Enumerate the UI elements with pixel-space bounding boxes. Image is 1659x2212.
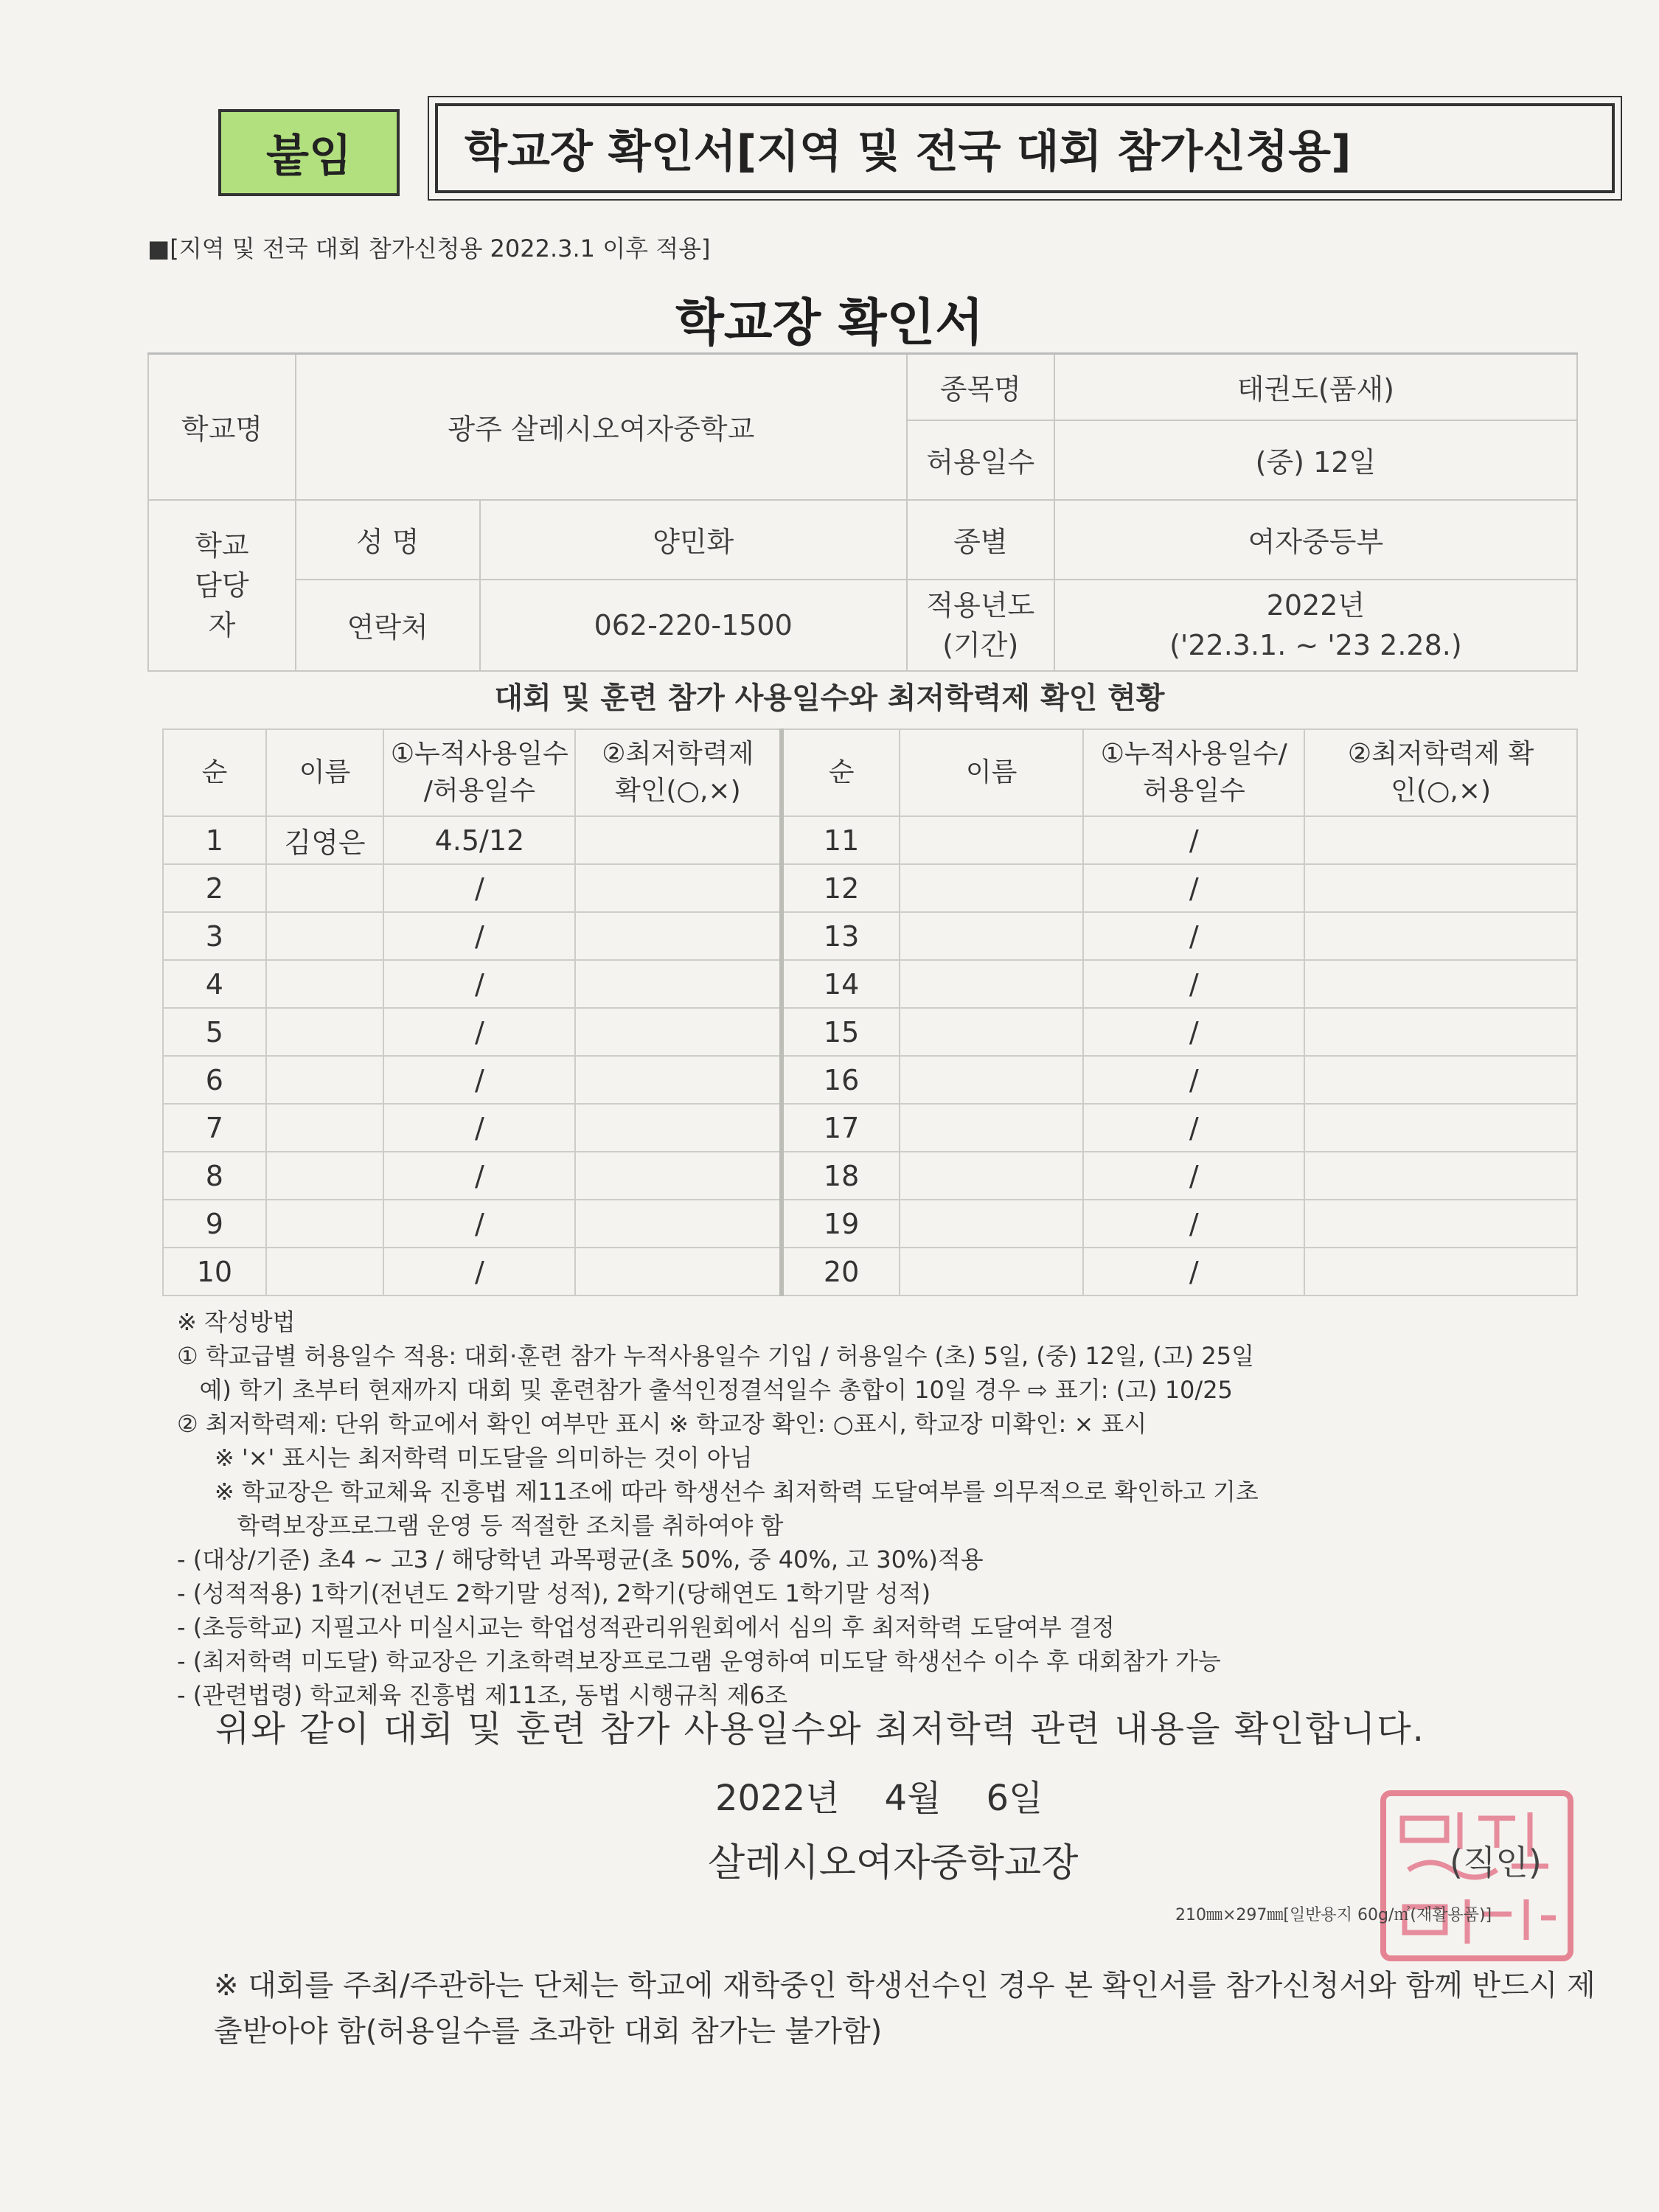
header-no: 순 bbox=[163, 729, 266, 816]
row-name bbox=[266, 1008, 384, 1056]
manager-label-text: 학교 담당자 bbox=[195, 529, 249, 641]
table-row bbox=[163, 1056, 1577, 1104]
event-value: 태권도(품새) bbox=[1054, 354, 1577, 420]
method-line: ② 최저학력제: 단위 학교에서 확인 여부만 표시 ※ 학교장 확인: ○표시, 학교장 미확인: × 표시 bbox=[177, 1410, 1147, 1438]
row-days: / bbox=[383, 1152, 575, 1200]
header-name-right: 이름 bbox=[900, 729, 1083, 816]
event-label: 종목명 bbox=[907, 354, 1054, 420]
year-label bbox=[907, 580, 1054, 671]
header-days-text: ①누적사용일수 /허용일수 bbox=[390, 738, 568, 806]
header-check-right bbox=[1304, 729, 1577, 816]
header-no-right: 순 bbox=[782, 729, 900, 816]
row-check-right bbox=[1304, 1152, 1577, 1200]
table-row bbox=[163, 1248, 1577, 1295]
row-days: 4.5/12 bbox=[383, 816, 575, 864]
row-check-right bbox=[1304, 1104, 1577, 1152]
row-days-right: / bbox=[1083, 1200, 1304, 1248]
header-check-text: ②최저학력제 확인(○,×) bbox=[602, 738, 754, 806]
row-days-right: / bbox=[1083, 1056, 1304, 1104]
row-days-right: / bbox=[1083, 1152, 1304, 1200]
row-no: 2 bbox=[163, 864, 266, 912]
row-days-right: / bbox=[1083, 816, 1304, 864]
applicable-notice: ■[지역 및 전국 대회 참가신청용 2022.3.1 이후 적용] bbox=[147, 234, 711, 262]
row-days: / bbox=[383, 1248, 575, 1295]
row-name bbox=[266, 912, 384, 960]
header-days bbox=[383, 729, 575, 816]
year-label-text: 적용년도 (기간) bbox=[926, 588, 1035, 661]
row-name bbox=[266, 1104, 384, 1152]
row-no-right: 18 bbox=[782, 1152, 900, 1200]
contact-label: 연락처 bbox=[296, 580, 480, 671]
row-check-right bbox=[1304, 1008, 1577, 1056]
row-name-right bbox=[900, 960, 1083, 1008]
table-row bbox=[163, 960, 1577, 1008]
row-no: 1 bbox=[163, 816, 266, 864]
allowed-days-label: 허용일수 bbox=[907, 420, 1054, 500]
allowed-days-value: (중) 12일 bbox=[1054, 420, 1577, 500]
confirmation-statement: 위와 같이 대회 및 훈련 참가 사용일수와 최저학력 관련 내용을 확인합니다. bbox=[215, 1708, 1425, 1750]
row-check-right bbox=[1304, 864, 1577, 912]
row-name bbox=[266, 864, 384, 912]
header-days-right bbox=[1083, 729, 1304, 816]
attachment-tag: 붙임 bbox=[218, 109, 400, 196]
table-row bbox=[163, 1104, 1577, 1152]
table-row bbox=[163, 816, 1577, 864]
method-line: - (관련법령) 학교체육 진흥법 제11조, 동법 시행규칙 제6조 bbox=[177, 1681, 788, 1709]
submission-notice: ※ 대회를 주최/주관하는 단체는 학교에 재학중인 학생선수인 경우 본 확인서를 참가신청서와 함께 반드시 제출받아야 함(허용일수를 초과한 대회 참가는 불가함) bbox=[214, 1969, 1596, 2048]
row-days: / bbox=[383, 1104, 575, 1152]
row-name: 김영은 bbox=[266, 816, 384, 864]
row-name bbox=[266, 1056, 384, 1104]
table-row bbox=[163, 1200, 1577, 1248]
method-line: ※ 학교장은 학교체육 진흥법 제11조에 따라 학생선수 최저학력 도달여부를 의무적으로 확인하고 기초 bbox=[177, 1478, 1259, 1506]
row-days-right: / bbox=[1083, 1104, 1304, 1152]
row-no-right: 20 bbox=[782, 1248, 900, 1295]
info-table bbox=[147, 352, 1578, 672]
row-no: 10 bbox=[163, 1248, 266, 1295]
year-value: 2022년 bbox=[1266, 588, 1366, 622]
row-name bbox=[266, 960, 384, 1008]
method-line: ① 학교급별 허용일수 적용: 대회·훈련 참가 누적사용일수 기입 / 허용일수 (초) 5일, (중) 12일, (고) 25일 bbox=[177, 1342, 1255, 1370]
header-check bbox=[575, 729, 782, 816]
name-value: 양민화 bbox=[480, 500, 907, 580]
division-value: 여자중등부 bbox=[1054, 500, 1577, 580]
issue-date: 2022년 4월 6일 bbox=[715, 1778, 1043, 1819]
row-days: / bbox=[383, 1008, 575, 1056]
method-line: - (초등학교) 지필고사 미실시교는 학업성적관리위원회에서 심의 후 최저학력 도달여부 결정 bbox=[177, 1613, 1115, 1641]
writing-method bbox=[177, 1305, 1593, 1712]
method-line: - (성적적용) 1학기(전년도 2학기말 성적), 2학기(당해연도 1학기말 성적) bbox=[177, 1579, 931, 1607]
row-name-right bbox=[900, 816, 1083, 864]
row-days-right: / bbox=[1083, 1248, 1304, 1295]
row-no-right: 17 bbox=[782, 1104, 900, 1152]
manager-label bbox=[148, 500, 296, 671]
row-check-right bbox=[1304, 912, 1577, 960]
row-no-right: 13 bbox=[782, 912, 900, 960]
row-name-right bbox=[900, 1248, 1083, 1295]
row-no: 7 bbox=[163, 1104, 266, 1152]
row-check bbox=[575, 1008, 782, 1056]
row-days-right: / bbox=[1083, 960, 1304, 1008]
header-days-right-text: ①누적사용일수/ 허용일수 bbox=[1100, 738, 1287, 806]
year-value-cell bbox=[1054, 580, 1577, 671]
row-no: 9 bbox=[163, 1200, 266, 1248]
header-name: 이름 bbox=[266, 729, 384, 816]
row-no: 4 bbox=[163, 960, 266, 1008]
table-row bbox=[163, 1008, 1577, 1056]
row-check bbox=[575, 960, 782, 1008]
row-name-right bbox=[900, 1200, 1083, 1248]
contact-value: 062-220-1500 bbox=[480, 580, 907, 671]
section-title: 대회 및 훈련 참가 사용일수와 최저학력제 확인 현황 bbox=[494, 681, 1165, 715]
row-name-right bbox=[900, 1152, 1083, 1200]
row-days-right: / bbox=[1083, 1008, 1304, 1056]
row-check bbox=[575, 1056, 782, 1104]
seal-label: (직인) bbox=[1450, 1843, 1542, 1882]
row-check bbox=[575, 1248, 782, 1295]
row-days: / bbox=[383, 1200, 575, 1248]
method-title: ※ 작성방법 bbox=[177, 1308, 296, 1336]
row-days-right: / bbox=[1083, 912, 1304, 960]
row-check bbox=[575, 1152, 782, 1200]
year-period: ('22.3.1. ~ '23 2.28.) bbox=[1169, 628, 1462, 661]
school-label: 학교명 bbox=[148, 354, 296, 500]
row-name-right bbox=[900, 1104, 1083, 1152]
row-no-right: 12 bbox=[782, 864, 900, 912]
paper-size-note: 210㎜×297㎜[일반용지 60g/㎡(재활용품)] bbox=[1175, 1906, 1492, 1924]
row-name-right bbox=[900, 1008, 1083, 1056]
row-days: / bbox=[383, 912, 575, 960]
attachment-title: 학교장 확인서[지역 및 전국 대회 참가신청용] bbox=[435, 103, 1615, 193]
row-check bbox=[575, 1104, 782, 1152]
row-no: 3 bbox=[163, 912, 266, 960]
method-line: - (대상/기준) 초4 ~ 고3 / 해당학년 과목평균(초 50%, 중 40%, 고 30%)적용 bbox=[177, 1545, 984, 1573]
row-no: 5 bbox=[163, 1008, 266, 1056]
row-days: / bbox=[383, 960, 575, 1008]
row-days-right: / bbox=[1083, 864, 1304, 912]
row-no: 6 bbox=[163, 1056, 266, 1104]
school-value: 광주 살레시오여자중학교 bbox=[296, 354, 907, 500]
row-name-right bbox=[900, 864, 1083, 912]
row-check-right bbox=[1304, 1248, 1577, 1295]
row-check bbox=[575, 1200, 782, 1248]
row-check bbox=[575, 816, 782, 864]
row-no-right: 15 bbox=[782, 1008, 900, 1056]
row-no-right: 16 bbox=[782, 1056, 900, 1104]
row-check bbox=[575, 912, 782, 960]
division-label: 종별 bbox=[907, 500, 1054, 580]
row-days: / bbox=[383, 1056, 575, 1104]
row-no-right: 14 bbox=[782, 960, 900, 1008]
row-check-right bbox=[1304, 1200, 1577, 1248]
name-label: 성 명 bbox=[296, 500, 480, 580]
row-no-right: 19 bbox=[782, 1200, 900, 1248]
row-name bbox=[266, 1200, 384, 1248]
row-name-right bbox=[900, 912, 1083, 960]
row-no: 8 bbox=[163, 1152, 266, 1200]
table-row bbox=[163, 864, 1577, 912]
row-no-right: 11 bbox=[782, 816, 900, 864]
method-line: - (최저학력 미도달) 학교장은 기초학력보장프로그램 운영하여 미도달 학생선수 이수 후 대회참가 가능 bbox=[177, 1647, 1221, 1675]
row-name bbox=[266, 1248, 384, 1295]
table-row bbox=[163, 1152, 1577, 1200]
document-title: 학교장 확인서 bbox=[675, 294, 984, 352]
row-name-right bbox=[900, 1056, 1083, 1104]
row-check-right bbox=[1304, 1056, 1577, 1104]
row-name bbox=[266, 1152, 384, 1200]
row-days: / bbox=[383, 864, 575, 912]
row-check bbox=[575, 864, 782, 912]
table-row bbox=[163, 912, 1577, 960]
row-check-right bbox=[1304, 960, 1577, 1008]
method-line: 예) 학기 초부터 현재까지 대회 및 훈련참가 출석인정결석일수 총합이 10일 경우 ⇨ 표기: (고) 10/25 bbox=[177, 1376, 1233, 1404]
row-check-right bbox=[1304, 816, 1577, 864]
method-line: 학력보장프로그램 운영 등 적절한 조치를 취하여야 함 bbox=[177, 1512, 784, 1540]
usage-table bbox=[162, 728, 1578, 1296]
header-check-right-text: ②최저학력제 확인(○,×) bbox=[1347, 738, 1534, 806]
method-line: ※ '×' 표시는 최저학력 미도달을 의미하는 것이 아님 bbox=[177, 1444, 753, 1472]
principal-name: 살레시오여자중학교장 bbox=[708, 1841, 1079, 1885]
